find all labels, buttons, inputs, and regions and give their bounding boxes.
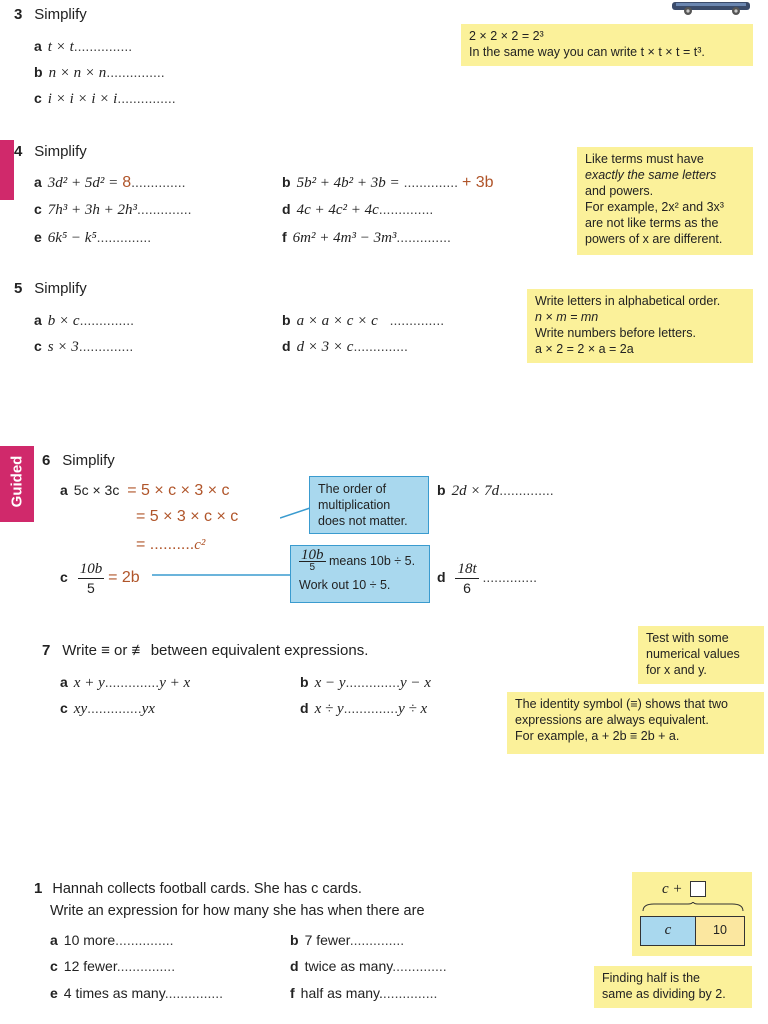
answer-blank[interactable]: .............. [343,700,399,716]
q6-info-box-order: The order of multiplication does not matter. [309,476,429,534]
answer-blank[interactable]: ............... [73,38,133,54]
answer-blank[interactable]: .............. [131,174,186,190]
q6-item-d: d $\frac{18t}{6}$ .............. [437,561,537,596]
q1-item-c: c 12 fewer............... [50,958,176,974]
answer-blank[interactable]: .............. [499,482,554,498]
bar-cell-c: c [640,916,696,946]
answer-blank[interactable]: .............. [104,674,160,690]
q1-hint-box: Finding half is the same as dividing by 2. [594,966,752,1008]
handwritten-answer: + 3b [461,174,494,191]
answer-blank[interactable]: .............. [389,312,445,328]
q6-item-a: a 5c × 3c = 5 × c × 3 × c [60,482,230,499]
bar-model-box: c + c 10 [632,872,752,956]
answer-blank[interactable]: .............. [378,201,434,217]
q4-item-a: a 3d² + 5d² = 8.............. [34,174,186,191]
answer-blank[interactable]: .............. [345,674,400,690]
answer-blank[interactable]: .............. [137,201,192,217]
section-tab-marker [0,140,14,200]
question-6-header: 6 Simplify [42,452,115,469]
q4-hint-box: Like terms must have exactly the same letters and powers. For example, 2x² and 3x³ are not like terms as the powers of x are different. [577,147,753,255]
answer-blank[interactable]: .............. [87,700,142,716]
answer-blank[interactable]: .............. [79,312,135,328]
worked-answer: = 2b [108,569,140,587]
answer-blank[interactable]: .............. [96,229,152,245]
q5-hint-box: Write letters in alphabetical order. n × m = mn Write numbers before letters. a × 2 = 2 × a = 2a [527,289,753,363]
q5-item-c: c s × 3.............. [34,338,134,355]
q3-item-c: c i × i × i × i............... [34,90,176,107]
q3-item-b: b n × n × n............... [34,64,165,81]
empty-box-icon [690,881,706,897]
answer-blank[interactable]: .............. [403,174,459,190]
q6-info-box-division: $\frac{10b}{5}$ means 10b ÷ 5. Work out 10 ÷ 5. [290,545,430,603]
answer-blank[interactable]: .............. [392,958,447,974]
q6-item-b: b 2d × 7d.............. [437,482,554,499]
q7-hint-box-test: Test with some numerical values for x and y. [638,626,764,684]
q1-item-e: e 4 times as many............... [50,985,224,1001]
q3-item-a: a t × t............... [34,38,133,55]
worked-line-1: = 5 × c × 3 × c [127,482,230,499]
q1-item-d: d twice as many.............. [290,958,447,974]
q5-item-a: a b × c.............. [34,312,135,329]
q6-worked-line-2: = 5 × 3 × c × c [136,508,239,525]
answer-blank[interactable]: .............. [396,229,451,245]
q4-item-c: c 7h³ + 3h + 2h³.............. [34,201,192,218]
answer-blank[interactable]: .............. [78,338,134,354]
answer-blank[interactable]: ............... [116,958,176,974]
question-4-header: 4 Simplify [14,143,87,160]
answer-blank[interactable]: .............. [349,932,405,948]
answer-blank[interactable]: ............... [115,932,174,948]
fraction: $\frac{10b}{5}$ [79,561,103,596]
answer-blank[interactable]: .............. [353,338,408,354]
question-5-header: 5 Simplify [14,280,87,297]
q1-item-a: a 10 more............... [50,932,174,948]
connector-line [280,505,312,521]
brace-icon [642,902,744,912]
question-1-text: 1 Hannah collects football cards. She has c cards. Write an expression for how many she has when there are [34,880,425,919]
q4-item-b: b 5b² + 4b² + 3b = .............. + 3b [282,174,494,191]
q7-item-c: c xy..............yx [60,700,155,717]
vehicle-illustration [670,0,754,16]
q5-item-b: b a × a × c × c .............. [282,312,445,329]
answer-blank[interactable]: ............... [164,985,224,1001]
question-title: Simplify [34,6,87,23]
expression: n × n × n [48,65,107,81]
question-7-header: 7 Write ≡ or ≢ between equivalent expressions. [42,642,369,659]
q4-item-f: f 6m² + 4m³ − 3m³.............. [282,229,451,246]
answer-blank[interactable]: .............. [482,569,537,586]
question-number: 3 [14,6,23,23]
bar-cell-10: 10 [695,916,745,946]
q6-item-c: c $\frac{10b}{5}$ = 2b [60,561,140,596]
question-3-header [14,6,87,23]
fraction: $\frac{18t}{6}$ [457,561,477,596]
q6-worked-line-3: = ..........c² [136,536,206,553]
q3-hint-box: 2 × 2 × 2 = 2³ In the same way you can write t × t × t = t³. [461,24,753,66]
q1-item-b: b 7 fewer.............. [290,932,405,948]
expression: t × t [47,39,74,55]
answer-blank[interactable]: ............... [106,64,165,80]
q5-item-d: d d × 3 × c.............. [282,338,408,355]
answer-blank[interactable]: .............. [382,985,438,1001]
q4-item-e: e 6k⁵ − k⁵.............. [34,229,152,246]
q4-item-d: d 4c + 4c² + 4c.............. [282,201,434,218]
q1-item-f: f half as many............... [290,985,438,1001]
q7-item-d: d x ÷ y..............y ÷ x [300,700,428,717]
answer-blank[interactable]: ............... [117,90,176,106]
q7-item-a: a x + y..............y + x [60,674,191,691]
guided-tab: Guided [0,446,34,522]
expression: i × i × i × i [47,91,118,107]
handwritten-answer: 8 [122,174,132,191]
q7-hint-box-identity: The identity symbol (≡) shows that two expressions are always equivalent. For example, a + 2b ≡ 2b + a. [507,692,764,754]
q7-item-b: b x − y..............y − x [300,674,431,691]
connector-line [152,572,292,578]
